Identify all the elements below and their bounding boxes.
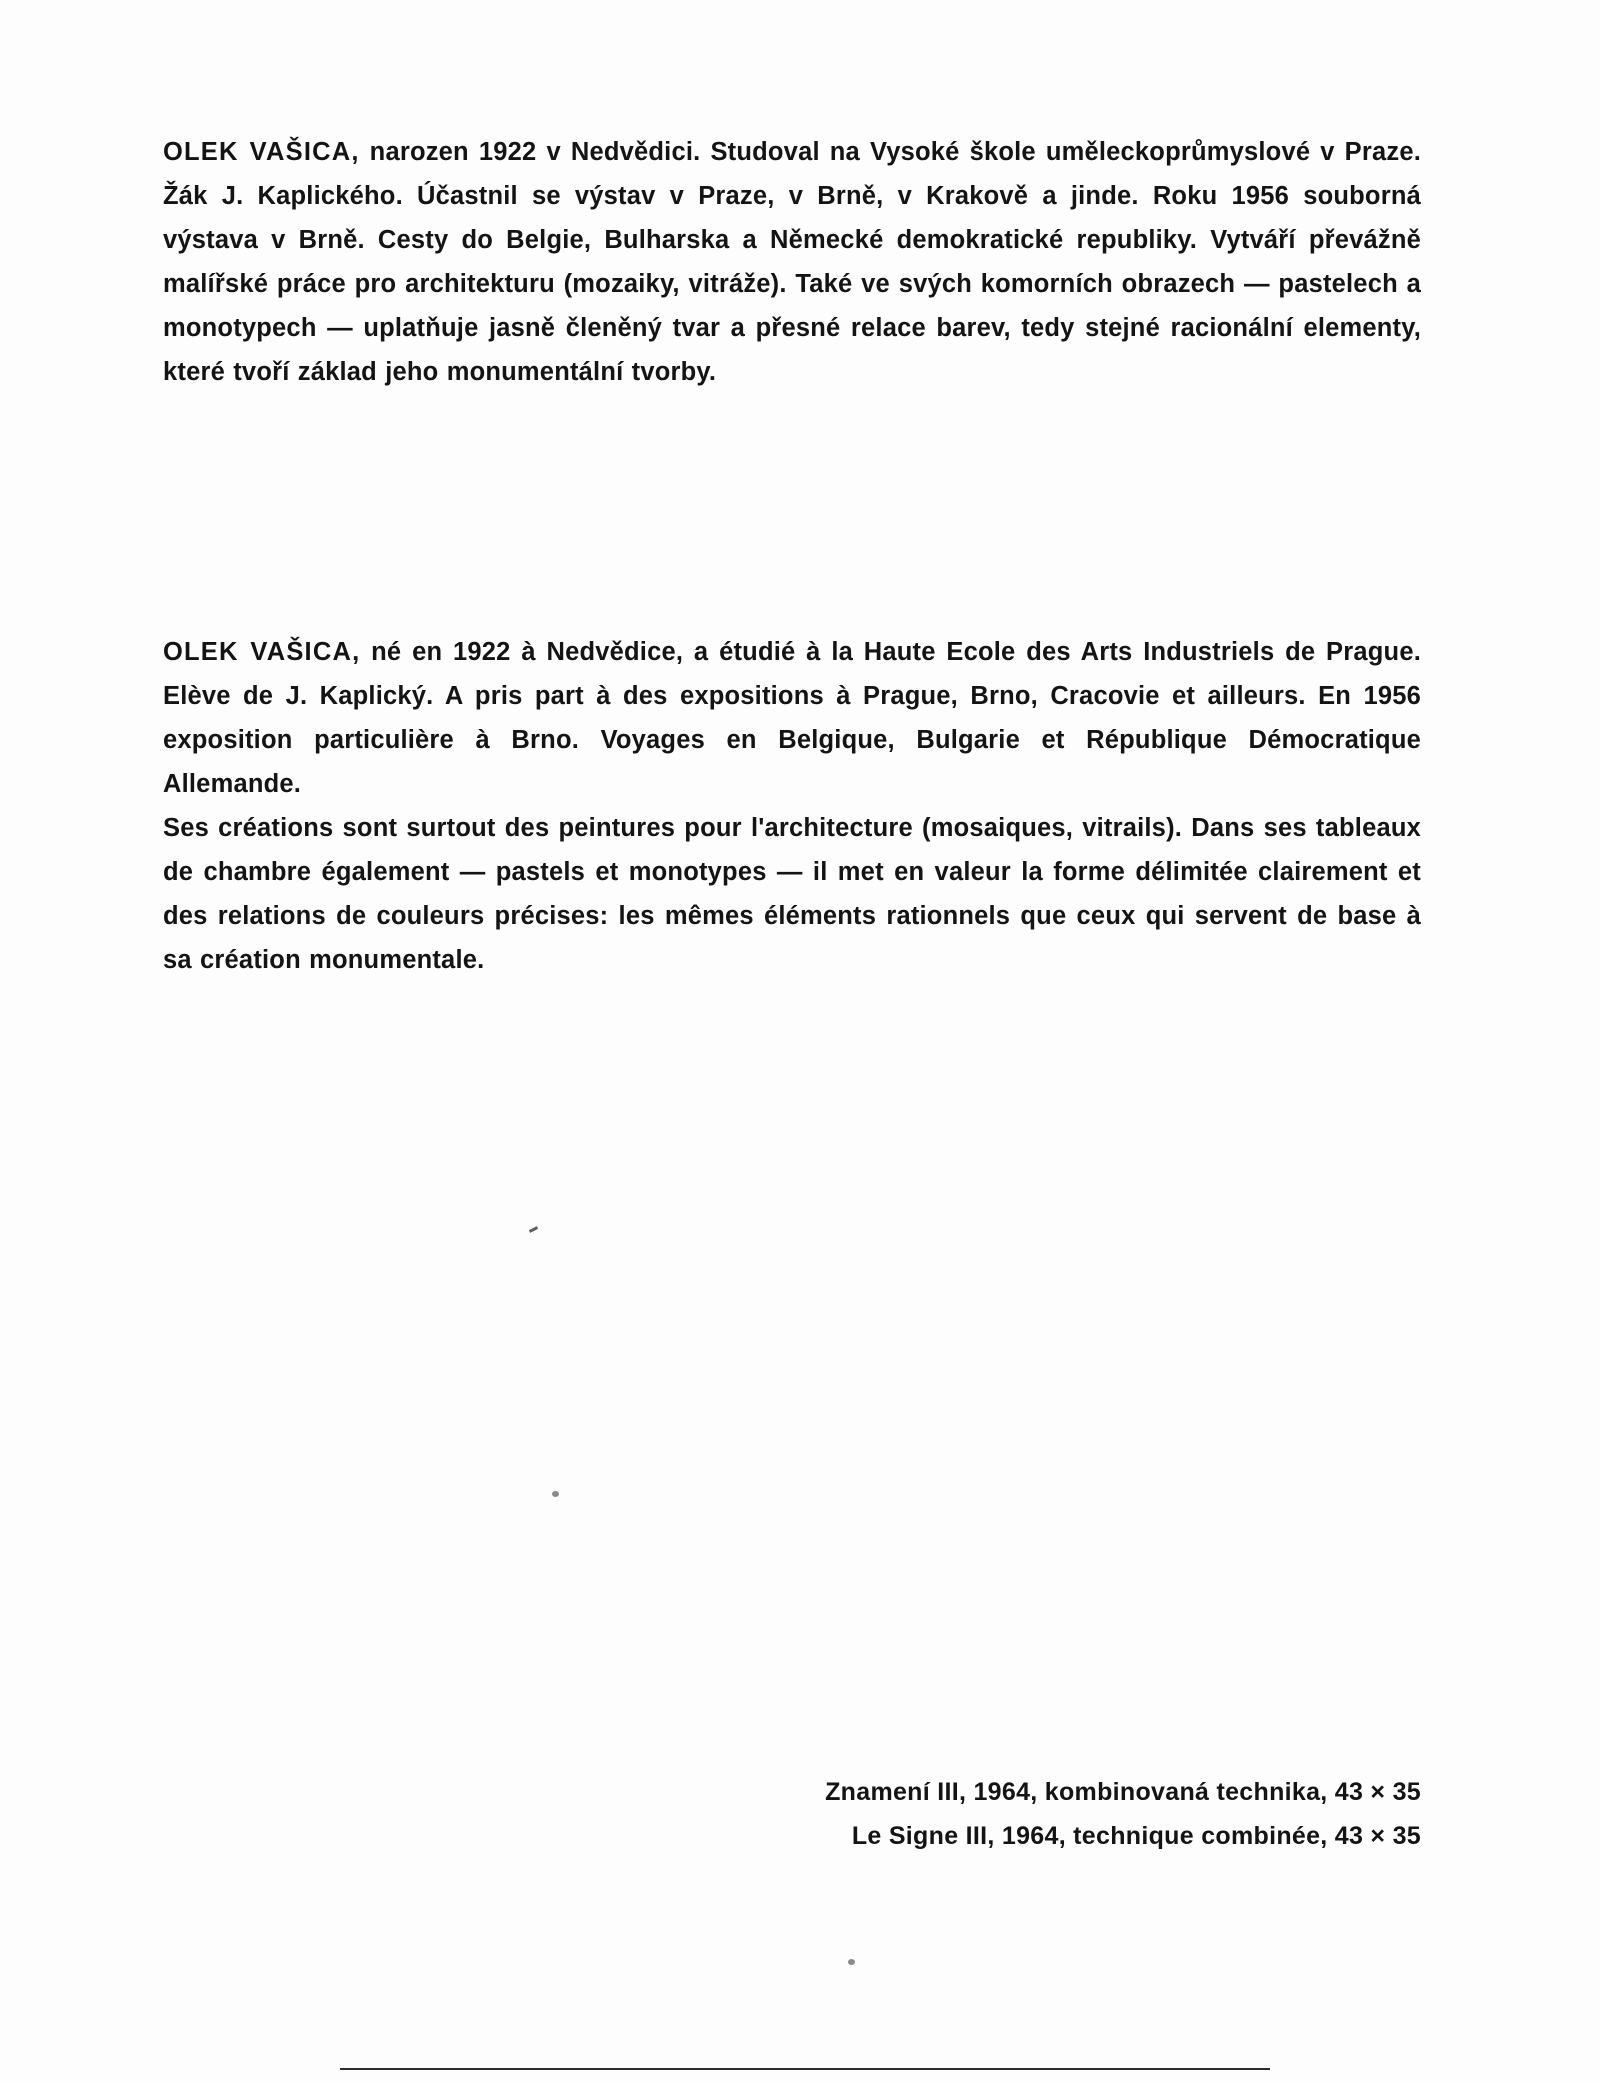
caption-line-french: Le Signe III, 1964, technique combinée, 43 × 35 [851, 1822, 1421, 1850]
caption-line-czech: Znamení III, 1964, kombinovaná technika, 43 × 35 [825, 1778, 1421, 1806]
czech-paragraph-text: narozen 1922 v Nedvědici. Studoval na Vysoké škole uměleckoprůmyslové v Praze. Žák J. Kaplického. Účastnil se výstav v Praze, v Brně, v Krakově a jinde. Roku 1956 souborná výstava v Brně. Cesty do Belgie, Bulharska a Německé demokratické republiky. Vytváří převážně malířské práce pro architekturu (mozaiky, vitráže). Také ve svých komorních obrazech — pastelech a monotypech — uplatňuje jasně členěný tvar a přesné relace barev, tedy stejné racionální elementy, které tvoří základ jeho monumentální tvorby. [163, 138, 1422, 386]
block-spacer [163, 394, 1421, 630]
czech-description-block [163, 130, 1421, 394]
text-content-area [163, 130, 1421, 982]
french-paragraph-one [163, 630, 1421, 806]
french-description-block [163, 630, 1421, 982]
page-speck [848, 1959, 855, 1965]
french-paragraph-two: Ses créations sont surtout des peintures pour l'architecture (mosaiques, vitrails). Dans ses tableaux de chambre également — pastels et monotypes — il met en valeur la forme délimitée clairement et des relations de couleurs précises: les mêmes éléments rationnels que ceux qui servent de base à sa création monumentale. [163, 814, 1421, 974]
czech-paragraph [163, 130, 1421, 394]
page-speck [552, 1491, 559, 1497]
figure-caption [163, 1770, 1421, 1858]
french-paragraph-one-text: né en 1922 à Nedvědice, a étudié à la Haute Ecole des Arts Industriels de Prague. Elève de J. Kaplický. A pris part à des expositions à Prague, Brno, Cracovie et ailleurs. En 1956 exposition particulière à Brno. Voyages en Belgique, Bulgarie et République Démocratique Allemande. [163, 638, 1421, 798]
czech-artist-name: OLEK VAŠICA, [163, 138, 360, 166]
page-edge-line [340, 2068, 1270, 2070]
page-speck [529, 1226, 538, 1233]
french-artist-name: OLEK VAŠICA, [163, 638, 361, 666]
